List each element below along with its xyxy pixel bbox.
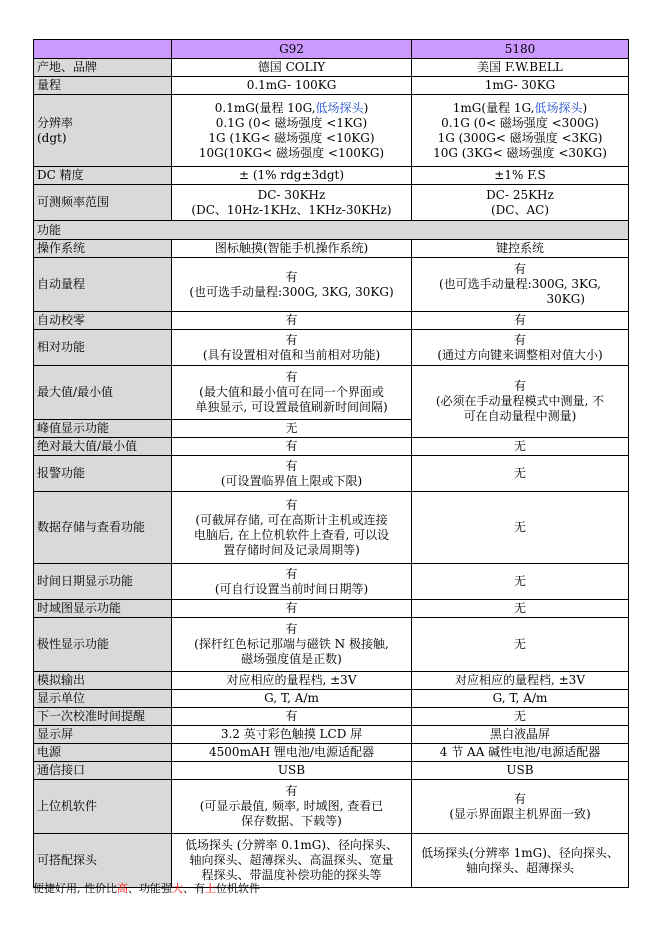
row-label-freq-range: 可测频率范围: [34, 185, 172, 221]
g92-maxmin: [172, 366, 412, 420]
table-row: [34, 59, 629, 77]
table-row: [34, 167, 629, 185]
5180-software-line1: 有: [513, 791, 526, 806]
table-row: [34, 600, 629, 618]
table-row: [34, 366, 629, 420]
g92-range: 0.1mG- 100KG: [172, 77, 412, 95]
g92-resolution-line2: 0.1G (0< 磁场强度 <1KG): [215, 115, 368, 130]
row-label-resolution: [34, 95, 172, 167]
5180-storage: 无: [412, 492, 629, 564]
5180-interface: USB: [412, 762, 629, 780]
5180-resolution-line4: 10G (3KG< 磁场强度 <30KG): [433, 145, 607, 160]
g92-resolution-line4: 10G(10KG< 磁场强度 <100KG): [198, 145, 385, 160]
g92-datetime: [172, 564, 412, 600]
table-row: [34, 95, 629, 167]
5180-auto-range-line1: 有: [513, 262, 526, 276]
5180-auto-range: [412, 258, 629, 312]
5180-maxmin-line3: 可在自动量程中测量): [463, 409, 577, 423]
g92-peak: 无: [172, 420, 412, 438]
g92-polarity-line1: 有: [285, 622, 298, 636]
5180-software: [412, 780, 629, 834]
g92-auto-range: [172, 258, 412, 312]
g92-alarm-line2: (可设置临界值上限或下限): [220, 473, 363, 488]
g92-polarity-line2: (探杆红色标记那端与磁铁 N 极接触,: [194, 637, 389, 651]
table-row: [34, 456, 629, 492]
5180-analog: 对应相应的量程档, ±3V: [412, 672, 629, 690]
g92-origin: 德国 COLIY: [172, 59, 412, 77]
row-label-units: 显示单位: [34, 690, 172, 708]
table-row: [34, 672, 629, 690]
g92-auto-zero: 有: [172, 312, 412, 330]
g92-auto-range-line2: (也可选手动量程:300G, 3KG, 30KG): [189, 284, 394, 299]
g92-units: G, T, A/m: [172, 690, 412, 708]
5180-resolution-line3: 1G (300G< 磁场强度 <3KG): [437, 130, 603, 145]
g92-freq-range: [172, 185, 412, 221]
row-label-software: 上位机软件: [34, 780, 172, 834]
5180-resolution-line2: 0.1G (0< 磁场强度 <300G): [441, 115, 599, 130]
g92-abs-maxmin: 有: [172, 438, 412, 456]
g92-maxmin-line1: 有: [285, 370, 298, 384]
table-row: [34, 330, 629, 366]
table-row: [34, 762, 629, 780]
5180-dc-accuracy: ±1% F.S: [412, 167, 629, 185]
row-label-origin: 产地、品牌: [34, 59, 172, 77]
5180-abs-maxmin: 无: [412, 438, 629, 456]
table-row: [34, 780, 629, 834]
g92-storage-line1: 有: [285, 497, 298, 512]
table-row: [34, 240, 629, 258]
g92-software-line1: 有: [285, 784, 298, 798]
g92-storage-line3: 电脑后, 在上位机软件上查看, 可以设: [193, 527, 390, 542]
5180-auto-range-line2: (也可选手动量程:300G, 3KG,: [439, 277, 601, 291]
row-label-relative: 相对功能: [34, 330, 172, 366]
row-label-peak: 峰值显示功能: [34, 420, 172, 438]
row-label-timegraph: 时域图显示功能: [34, 600, 172, 618]
5180-probes: [412, 834, 629, 888]
5180-freq-range: [412, 185, 629, 221]
5180-display: 黑白液晶屏: [412, 726, 629, 744]
5180-relative: [412, 330, 629, 366]
5180-probes-line2: 轴向探头、超薄探头: [465, 860, 574, 875]
table-row: [34, 618, 629, 672]
g92-polarity: [172, 618, 412, 672]
5180-alarm: 无: [412, 456, 629, 492]
footer-note: 便捷好用, 性价比高、功能强大、有上位机软件: [33, 882, 260, 895]
g92-dc-accuracy: ± (1% rdg±3dgt): [172, 167, 412, 185]
row-label-range: 量程: [34, 77, 172, 95]
row-label-calib: 下一次校准时间提醒: [34, 708, 172, 726]
g92-power: 4500mAH 锂电池/电源适配器: [172, 744, 412, 762]
row-label-interface: 通信接口: [34, 762, 172, 780]
g92-maxmin-line3: 单独显示, 可设置最值刷新时间间隔): [195, 400, 388, 414]
table-row: [34, 258, 629, 312]
row-label-auto-range: 自动量程: [34, 258, 172, 312]
5180-polarity: 无: [412, 618, 629, 672]
5180-freq-line1: DC- 25KHz: [486, 187, 554, 202]
table-row: [34, 726, 629, 744]
g92-storage-line2: (可截屏存储, 可在高斯计主机或连接: [195, 512, 388, 527]
table-row: [34, 492, 629, 564]
5180-resolution-line1: 1mG(量程 1G,低场探头): [452, 100, 588, 115]
g92-software-line2: (可显示最值, 频率, 时域图, 查看已: [199, 799, 384, 813]
g92-calib: 有: [172, 708, 412, 726]
5180-range: 1mG- 30KG: [412, 77, 629, 95]
g92-analog: 对应相应的量程档, ±3V: [172, 672, 412, 690]
row-label-display: 显示屏: [34, 726, 172, 744]
g92-probes-line2: 轴向探头、超薄探头、高温探头、宽量: [189, 853, 394, 867]
5180-auto-zero: 有: [412, 312, 629, 330]
5180-power: 4 节 AA 碱性电池/电源适配器: [412, 744, 629, 762]
g92-storage: [172, 492, 412, 564]
row-label-dc-accuracy: DC 精度: [34, 167, 172, 185]
5180-auto-range-line3: 30KG): [546, 292, 585, 306]
row-label-probes: 可搭配探头: [34, 834, 172, 888]
table-row: [34, 312, 629, 330]
section-row-functions: [34, 221, 629, 240]
g92-relative-line2: (具有设置相对值和当前相对功能): [202, 347, 381, 362]
row-label-analog: 模拟输出: [34, 672, 172, 690]
table-row: [34, 77, 629, 95]
resolution-label-line1: 分辨率: [37, 115, 74, 130]
g92-freq-line2: (DC、10Hz-1KHz、1KHz-30KHz): [191, 202, 392, 217]
row-label-power: 电源: [34, 744, 172, 762]
table-row: [34, 708, 629, 726]
5180-probes-line1: 低场探头(分辨率 1mG)、径向探头、: [421, 845, 619, 860]
g92-resolution-line3: 1G (1KG< 磁场强度 <10KG): [208, 130, 375, 145]
g92-auto-range-line1: 有: [285, 269, 298, 284]
row-label-storage: 数据存储与查看功能: [34, 492, 172, 564]
table-row: [34, 690, 629, 708]
g92-freq-line1: DC- 30KHz: [257, 187, 326, 202]
5180-os: 键控系统: [412, 240, 629, 258]
row-label-auto-zero: 自动校零: [34, 312, 172, 330]
row-label-maxmin: 最大值/最小值: [34, 366, 172, 420]
table-row: [34, 564, 629, 600]
5180-maxmin-line2: (必须在手动量程模式中测量, 不: [435, 394, 605, 408]
5180-software-line2: (显示界面跟主机界面一致): [449, 806, 591, 821]
5180-units: G, T, A/m: [412, 690, 629, 708]
g92-probes-line1: 低场探头 (分辨率 0.1mG)、径向探头、: [184, 838, 399, 852]
5180-relative-line1: 有: [513, 332, 526, 347]
header-row: [34, 40, 629, 59]
5180-freq-line2: (DC、AC): [490, 202, 549, 217]
g92-resolution-line1: 0.1mG(量程 10G,低场探头): [214, 100, 369, 115]
row-label-alarm: 报警功能: [34, 456, 172, 492]
g92-resolution: [172, 95, 412, 167]
g92-alarm-line1: 有: [285, 458, 298, 473]
table-row: [34, 438, 629, 456]
table-row: [34, 744, 629, 762]
5180-maxmin: [412, 366, 629, 438]
5180-timegraph: 无: [412, 600, 629, 618]
5180-origin: 美国 F.W.BELL: [412, 59, 629, 77]
header-g92: G92: [172, 40, 412, 59]
g92-relative: [172, 330, 412, 366]
g92-probes-line3: 程探头、带温度补偿功能的探头等: [201, 868, 382, 882]
g92-datetime-line1: 有: [285, 566, 298, 581]
header-corner: [34, 40, 172, 59]
g92-storage-line4: 置存储时间及记录周期等): [223, 542, 360, 557]
g92-software: [172, 780, 412, 834]
5180-relative-line2: (通过方向键来调整相对值大小): [437, 347, 603, 362]
5180-maxmin-line1: 有: [513, 379, 526, 393]
g92-maxmin-line2: (最大值和最小值可在同一个界面或: [199, 385, 384, 399]
header-5180: 5180: [412, 40, 629, 59]
row-label-os: 操作系统: [34, 240, 172, 258]
g92-polarity-line3: 磁场强度值是正数): [241, 652, 342, 666]
g92-display: 3.2 英寸彩色触摸 LCD 屏: [172, 726, 412, 744]
g92-datetime-line2: (可自行设置当前时间日期等): [214, 581, 369, 596]
g92-timegraph: 有: [172, 600, 412, 618]
5180-resolution: [412, 95, 629, 167]
row-label-polarity: 极性显示功能: [34, 618, 172, 672]
5180-calib: 无: [412, 708, 629, 726]
g92-os: 图标触摸(智能手机操作系统): [172, 240, 412, 258]
g92-software-line3: 保存数据、下载等): [241, 814, 342, 828]
row-label-abs-maxmin: 绝对最大值/最小值: [34, 438, 172, 456]
section-title: 功能: [34, 221, 629, 240]
g92-relative-line1: 有: [285, 332, 298, 347]
g92-interface: USB: [172, 762, 412, 780]
table-row: [34, 185, 629, 221]
row-label-datetime: 时间日期显示功能: [34, 564, 172, 600]
resolution-label-line2: (dgt): [37, 130, 67, 145]
5180-datetime: 无: [412, 564, 629, 600]
comparison-table: [33, 39, 629, 888]
g92-alarm: [172, 456, 412, 492]
